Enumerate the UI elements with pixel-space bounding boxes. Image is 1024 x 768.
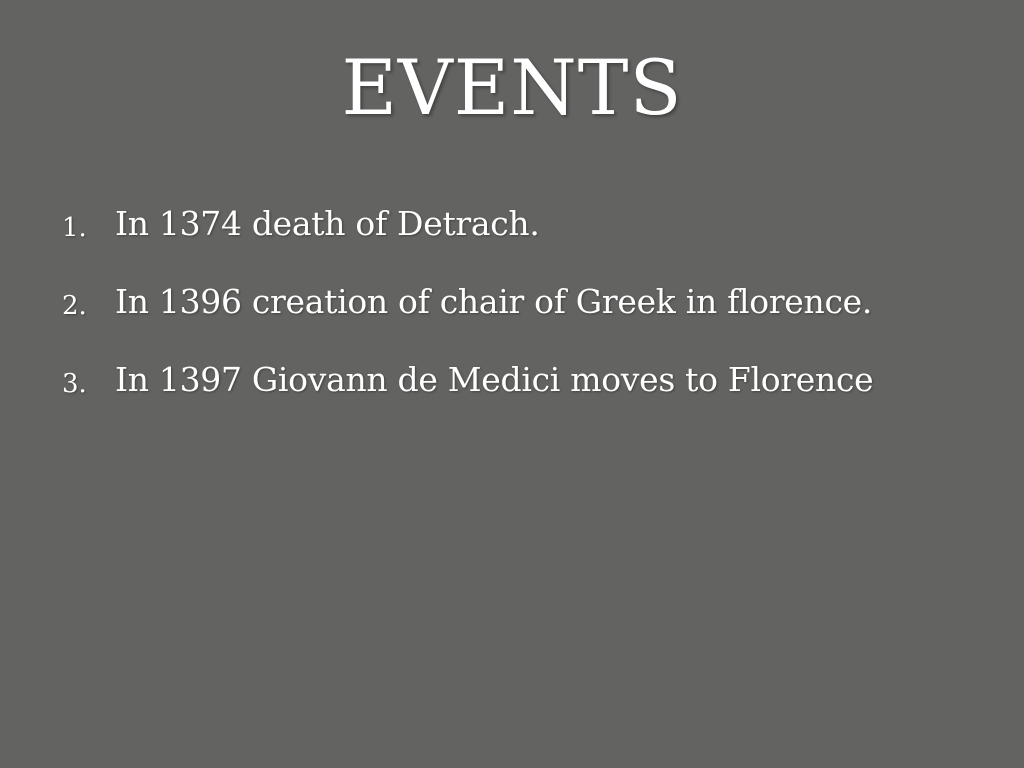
event-text: In 1397 Giovann de Medici moves to Florence (115, 360, 874, 399)
event-text: In 1374 death of Detrach. (115, 204, 540, 243)
event-number: 2. (62, 291, 87, 321)
event-item-2 (62, 274, 1012, 352)
event-item-1 (62, 196, 1012, 274)
events-list (62, 196, 1012, 430)
event-item-3 (62, 352, 1012, 430)
slide-title: EVENTS (341, 43, 683, 132)
event-text: In 1396 creation of chair of Greek in florence. (115, 282, 873, 321)
event-number: 1. (62, 213, 87, 243)
event-number: 3. (62, 369, 87, 399)
